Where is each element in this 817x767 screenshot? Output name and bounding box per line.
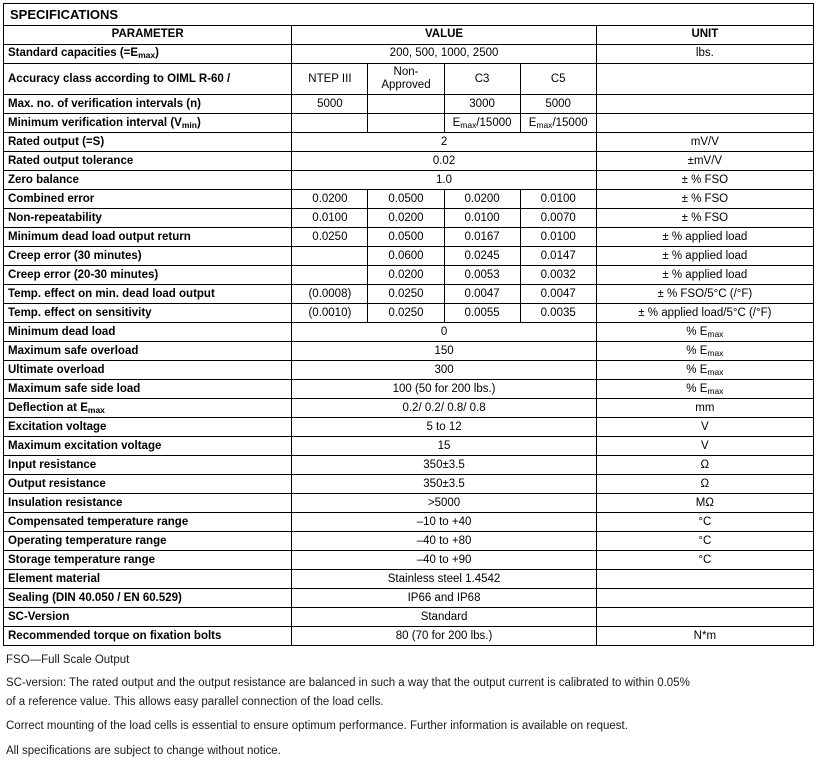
row-param: Creep error (30 minutes) bbox=[4, 247, 292, 266]
row-value-c4: 0.0035 bbox=[520, 304, 596, 323]
row-value-c2: 0.0200 bbox=[368, 266, 444, 285]
row-param: Element material bbox=[4, 570, 292, 589]
row-unit bbox=[596, 589, 813, 608]
row-value-c2: 0.0200 bbox=[368, 209, 444, 228]
row-unit: Ω bbox=[596, 456, 813, 475]
row-value-c3: 0.0167 bbox=[444, 228, 520, 247]
row-value-c1: (0.0010) bbox=[292, 304, 368, 323]
row-value-c3: 0.0047 bbox=[444, 285, 520, 304]
row-unit: ± % applied load bbox=[596, 247, 813, 266]
row-param: Zero balance bbox=[4, 171, 292, 190]
footnotes bbox=[6, 652, 814, 759]
footnote-mounting: Correct mounting of the load cells is essential to ensure optimum performance. Further information is available on request. bbox=[6, 720, 628, 733]
row-value-c2: 0.0250 bbox=[368, 304, 444, 323]
row-value: –40 to +80 bbox=[292, 532, 596, 551]
row-value-c1: 0.0250 bbox=[292, 228, 368, 247]
row-param: Storage temperature range bbox=[4, 551, 292, 570]
row-param: Excitation voltage bbox=[4, 418, 292, 437]
row-unit: ± % applied load/5°C (/°F) bbox=[596, 304, 813, 323]
row-value-c4: 0.0047 bbox=[520, 285, 596, 304]
row-param: Minimum verification interval $(V_{min})$ bbox=[4, 114, 292, 133]
row-value-c1 bbox=[292, 247, 368, 266]
table-row bbox=[4, 247, 814, 266]
row-value: 0.2/ 0.2/ 0.8/ 0.8 bbox=[292, 399, 596, 418]
row-value-c3: $E_{max}/15000$ bbox=[444, 114, 520, 133]
row-unit bbox=[596, 114, 813, 133]
table-row bbox=[4, 171, 814, 190]
table-row bbox=[4, 399, 814, 418]
table-row bbox=[4, 114, 814, 133]
row-value-c4: 0.0032 bbox=[520, 266, 596, 285]
row-value: >5000 bbox=[292, 494, 596, 513]
header-parameter: PARAMETER bbox=[4, 26, 292, 45]
table-row bbox=[4, 285, 814, 304]
row-param: Rated output (=S) bbox=[4, 133, 292, 152]
row-value-c4: 0.0100 bbox=[520, 190, 596, 209]
row-param: Sealing (DIN 40.050 / EN 60.529) bbox=[4, 589, 292, 608]
row-value-c1: 0.0100 bbox=[292, 209, 368, 228]
row-value: IP66 and IP68 bbox=[292, 589, 596, 608]
row-value-c2 bbox=[368, 114, 444, 133]
table-row bbox=[4, 266, 814, 285]
header-value: VALUE bbox=[292, 26, 596, 45]
row-unit: % $E_{max}$ bbox=[596, 342, 813, 361]
table-row bbox=[4, 589, 814, 608]
table-row bbox=[4, 190, 814, 209]
row-param: Max. no. of verification intervals (n) bbox=[4, 95, 292, 114]
footnote-fso: FSO—Full Scale Output bbox=[6, 654, 130, 667]
row-value-c2: 0.0250 bbox=[368, 285, 444, 304]
row-value-c2: 0.0600 bbox=[368, 247, 444, 266]
row-unit: °C bbox=[596, 513, 813, 532]
row-param: Maximum safe overload bbox=[4, 342, 292, 361]
row-value-c4: 0.0070 bbox=[520, 209, 596, 228]
table-row bbox=[4, 475, 814, 494]
table-row bbox=[4, 228, 814, 247]
row-unit: V bbox=[596, 418, 813, 437]
row-value: 300 bbox=[292, 361, 596, 380]
row-unit: ± % applied load bbox=[596, 266, 813, 285]
row-value: 100 (50 for 200 lbs.) bbox=[292, 380, 596, 399]
row-unit: lbs. bbox=[596, 45, 813, 64]
table-row bbox=[4, 494, 814, 513]
row-value: –10 to +40 bbox=[292, 513, 596, 532]
row-param: SC-Version bbox=[4, 608, 292, 627]
table-row bbox=[4, 152, 814, 171]
row-value-c4: 0.0147 bbox=[520, 247, 596, 266]
row-param: Insulation resistance bbox=[4, 494, 292, 513]
table-row bbox=[4, 304, 814, 323]
row-unit: ± % FSO bbox=[596, 209, 813, 228]
table-row bbox=[4, 513, 814, 532]
row-param: Minimum dead load output return bbox=[4, 228, 292, 247]
row-param: Maximum excitation voltage bbox=[4, 437, 292, 456]
table-row bbox=[4, 323, 814, 342]
row-value-c3: 0.0055 bbox=[444, 304, 520, 323]
specifications-table bbox=[3, 25, 814, 646]
row-unit: MΩ bbox=[596, 494, 813, 513]
row-param: Ultimate overload bbox=[4, 361, 292, 380]
footnote-sc-line2: of a reference value. This allows easy parallel connection of the load cells. bbox=[6, 695, 384, 708]
table-row bbox=[4, 45, 814, 64]
table-row bbox=[4, 133, 814, 152]
row-value-c1 bbox=[292, 266, 368, 285]
row-unit: mV/V bbox=[596, 133, 813, 152]
row-value: 5 to 12 bbox=[292, 418, 596, 437]
row-param: Rated output tolerance bbox=[4, 152, 292, 171]
row-value-c2: 0.0500 bbox=[368, 190, 444, 209]
table-row bbox=[4, 361, 814, 380]
table-row bbox=[4, 437, 814, 456]
row-unit: % $E_{max}$ bbox=[596, 380, 813, 399]
row-param: Recommended torque on fixation bolts bbox=[4, 627, 292, 646]
table-row bbox=[4, 570, 814, 589]
row-param: Creep error (20-30 minutes) bbox=[4, 266, 292, 285]
table-row bbox=[4, 380, 814, 399]
row-value: Stainless steel 1.4542 bbox=[292, 570, 596, 589]
table-row bbox=[4, 551, 814, 570]
row-unit: % $E_{max}$ bbox=[596, 361, 813, 380]
row-value: 80 (70 for 200 lbs.) bbox=[292, 627, 596, 646]
page-title: SPECIFICATIONS bbox=[3, 3, 814, 25]
row-value-c4: 0.0100 bbox=[520, 228, 596, 247]
row-unit: °C bbox=[596, 551, 813, 570]
row-value-c2 bbox=[368, 95, 444, 114]
row-value-c4: C5 bbox=[520, 64, 596, 95]
table-row bbox=[4, 532, 814, 551]
specifications-page bbox=[0, 3, 817, 767]
row-value-c1: NTEP III bbox=[292, 64, 368, 95]
row-value-c3: 0.0053 bbox=[444, 266, 520, 285]
row-value-c2: Non-Approved bbox=[368, 64, 444, 95]
row-param: Accuracy class according to OIML R-60 / bbox=[4, 64, 292, 95]
row-value-c4: $E_{max}/15000$ bbox=[520, 114, 596, 133]
row-value-c1: 5000 bbox=[292, 95, 368, 114]
row-value: 150 bbox=[292, 342, 596, 361]
row-value: 350±3.5 bbox=[292, 456, 596, 475]
row-value: 350±3.5 bbox=[292, 475, 596, 494]
row-value-c1: 0.0200 bbox=[292, 190, 368, 209]
row-unit bbox=[596, 64, 813, 95]
table-row bbox=[4, 418, 814, 437]
row-unit bbox=[596, 608, 813, 627]
row-unit: ± % FSO/5°C (/°F) bbox=[596, 285, 813, 304]
row-unit: ± % applied load bbox=[596, 228, 813, 247]
row-param: Non-repeatability bbox=[4, 209, 292, 228]
table-row bbox=[4, 456, 814, 475]
table-row bbox=[4, 209, 814, 228]
row-param: Input resistance bbox=[4, 456, 292, 475]
table-row bbox=[4, 342, 814, 361]
row-value: Standard bbox=[292, 608, 596, 627]
row-value-c4: 5000 bbox=[520, 95, 596, 114]
row-unit: ± % FSO bbox=[596, 190, 813, 209]
row-value: 15 bbox=[292, 437, 596, 456]
row-param: Temp. effect on sensitivity bbox=[4, 304, 292, 323]
row-value-c1 bbox=[292, 114, 368, 133]
table-row bbox=[4, 95, 814, 114]
row-unit bbox=[596, 570, 813, 589]
row-unit bbox=[596, 95, 813, 114]
table-header-row bbox=[4, 26, 814, 45]
row-param: Operating temperature range bbox=[4, 532, 292, 551]
row-unit: Ω bbox=[596, 475, 813, 494]
row-param: Combined error bbox=[4, 190, 292, 209]
row-param: Deflection at $E_{max}$ bbox=[4, 399, 292, 418]
row-param: Minimum dead load bbox=[4, 323, 292, 342]
row-unit: ± % FSO bbox=[596, 171, 813, 190]
row-value: 2 bbox=[292, 133, 596, 152]
row-param: Output resistance bbox=[4, 475, 292, 494]
row-param: Standard capacities $(=E_{max})$ bbox=[4, 45, 292, 64]
row-unit: ±mV/V bbox=[596, 152, 813, 171]
row-value-c3: 3000 bbox=[444, 95, 520, 114]
row-param: Maximum safe side load bbox=[4, 380, 292, 399]
row-param: Temp. effect on min. dead load output bbox=[4, 285, 292, 304]
row-value: 0 bbox=[292, 323, 596, 342]
row-param: Compensated temperature range bbox=[4, 513, 292, 532]
row-value: 200, 500, 1000, 2500 bbox=[292, 45, 596, 64]
row-value-c2: 0.0500 bbox=[368, 228, 444, 247]
row-value-c3: 0.0245 bbox=[444, 247, 520, 266]
row-unit: mm bbox=[596, 399, 813, 418]
row-unit: N*m bbox=[596, 627, 813, 646]
row-value-c3: C3 bbox=[444, 64, 520, 95]
row-value: –40 to +90 bbox=[292, 551, 596, 570]
row-value: 1.0 bbox=[292, 171, 596, 190]
table-row bbox=[4, 64, 814, 95]
row-value-c3: 0.0200 bbox=[444, 190, 520, 209]
table-row bbox=[4, 627, 814, 646]
row-value-c3: 0.0100 bbox=[444, 209, 520, 228]
row-unit: % $E_{max}$ bbox=[596, 323, 813, 342]
row-value: 0.02 bbox=[292, 152, 596, 171]
row-unit: °C bbox=[596, 532, 813, 551]
row-unit: V bbox=[596, 437, 813, 456]
row-value-c1: (0.0008) bbox=[292, 285, 368, 304]
footnote-sc-line1: SC-version: The rated output and the output resistance are balanced in such a way that the output current is calibrated to within 0.05% bbox=[6, 677, 690, 690]
table-row bbox=[4, 608, 814, 627]
header-unit: UNIT bbox=[596, 26, 813, 45]
footnote-disclaimer: All specifications are subject to change without notice. bbox=[6, 745, 281, 758]
